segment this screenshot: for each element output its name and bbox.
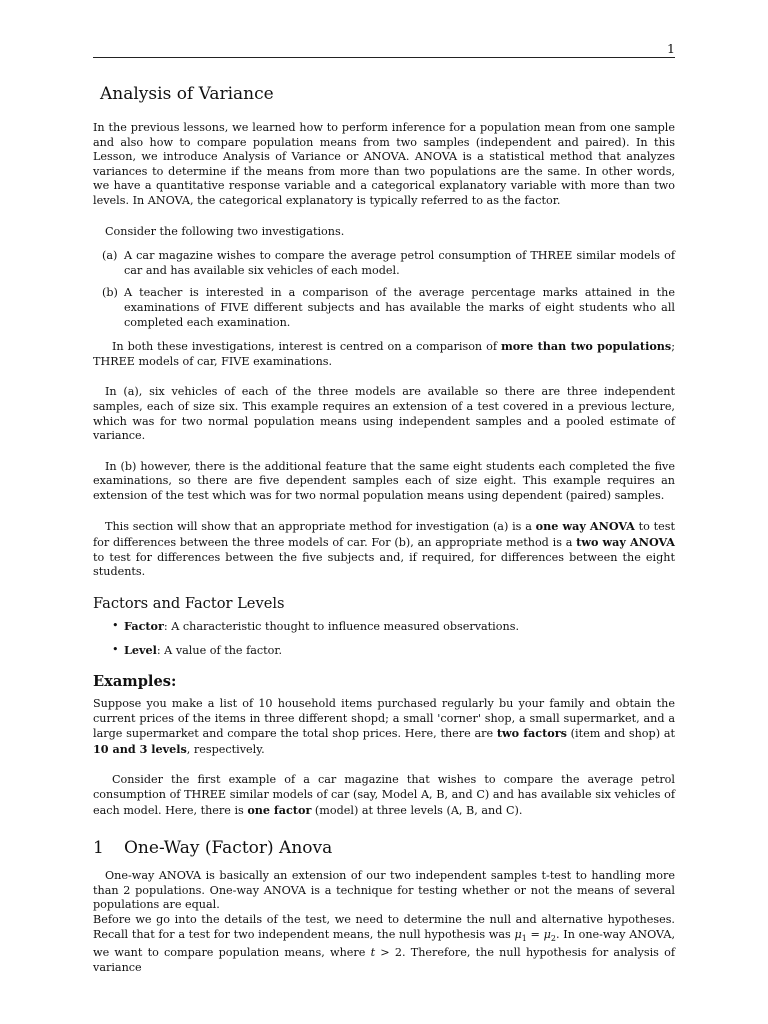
consider-paragraph: Consider the following two investigations.	[105, 224, 345, 238]
section-bold-1: one way ANOVA	[535, 519, 635, 534]
section-1-title: One-Way (Factor) Anova	[124, 838, 333, 859]
factors-heading: Factors and Factor Levels	[93, 594, 285, 612]
header-rule	[93, 57, 675, 58]
investigation-b-label: (b)	[102, 286, 118, 300]
page-number: 1	[667, 41, 675, 56]
investigation-a-text: A car magazine wishes to compare the average petrol consumption of THREE similar models of car and has available six vehicles of each model.	[124, 249, 675, 277]
factor-item	[93, 619, 675, 635]
document-body	[93, 84, 675, 976]
section-text-1: This section will show that an appropriate method for investigation (a) is a	[105, 520, 536, 534]
section-text-3: to test for differences between the five subjects and, if required, for differences between the eight students.	[93, 550, 675, 579]
bullet-icon: •	[112, 618, 119, 632]
section-1-heading	[93, 837, 675, 859]
example1-text-1: Suppose you make a list of 10 household items purchased regularly bu your family and obtain the current prices of the items in three different shopd; a small 'corner' shop, a small supermarket, and a large supermarket and compare the total shop prices. Here, there are	[93, 697, 675, 741]
bullet-icon: •	[112, 643, 119, 657]
section-text-2: to test for differences between the three models of car. For (b), an appropriate method is a	[93, 520, 675, 550]
paragraph-b: In (b) however, there is the additional feature that the same eight students each completed the five examinations, so there are five dependent samples each of size eight. This example requires an extension of the test which was for two normal population means using dependent (paired) samples.	[93, 459, 675, 502]
example-2-paragraph	[93, 773, 675, 818]
oneway-text-3: > 2. Therefore, the null hypothesis for analysis of variance	[93, 946, 675, 974]
mu-subscript-1: 1	[521, 933, 527, 943]
both-text-2: ; THREE models of car, FIVE examinations.	[93, 340, 675, 368]
level-item	[93, 643, 675, 659]
oneway-text-1: Before we go into the details of the test, we need to determine the null and alternative hypotheses. Recall that for a test for two independent means, the null hypothesis was	[93, 912, 675, 941]
oneway-text-2: . In one-way ANOVA, we want to compare population means, where	[93, 927, 675, 960]
level-definition: : A value of the factor.	[156, 644, 283, 658]
oneway-paragraph-1: One-way ANOVA is basically an extension of our two independent samples t-test to handling more than 2 populations. One-way ANOVA is a technique for testing whether or not the means of several populations are equal.	[93, 869, 675, 912]
investigation-b	[93, 286, 675, 330]
factor-definition: : A characteristic thought to influence measured observations.	[163, 619, 519, 633]
example2-text-2: (model) at three levels (A, B, and C).	[311, 803, 523, 817]
example1-text-3: , respectively.	[186, 742, 265, 756]
t-variable: t	[370, 946, 376, 960]
example2-bold: one factor	[247, 802, 312, 817]
investigation-a	[93, 249, 675, 278]
both-paragraph	[93, 339, 675, 369]
level-term: Level	[124, 643, 157, 658]
paragraph-a: In (a), six vehicles of each of the three models are available so there are three independent samples, each of size six. This example requires an extension of a test covered in a previous lecture, which was for two normal population means using independent samples and a pooled estimate of variance.	[93, 385, 675, 443]
intro-paragraph: In the previous lessons, we learned how to perform inference for a population mean from one sample and also how to compare population means from two samples (independent and paired). In this Lesson, we introduce Analysis of Variance or ANOVA. ANOVA is a statistical method that analyzes variances to determine if the means from more than two populations are the same. In other words, we have a quantitative response variable and a categorical explanatory variable with more than two levels. In ANOVA, the categorical explanatory is typically referred to as the factor.	[93, 121, 675, 207]
mu-symbol: μ	[543, 927, 551, 941]
mu-subscript-2: 2	[550, 933, 557, 943]
investigation-b-text: A teacher is interested in a comparison of the average percentage marks attained in the examinations of FIVE different subjects and has available the marks of eight students who all completed each examination.	[124, 286, 675, 329]
examples-heading: Examples:	[93, 673, 177, 691]
investigation-a-label: (a)	[102, 249, 118, 263]
equals-sign: =	[526, 927, 544, 941]
example2-text-1: Consider the first example of a car magazine that wishes to compare the average petrol consumption of THREE similar models of car (say, Model A, B, and C) and has available six vehicles of each model. Here, there is	[93, 773, 675, 817]
factors-list	[93, 619, 675, 659]
oneway-paragraph-2	[93, 913, 675, 976]
factor-term: Factor	[124, 618, 164, 633]
section-bold-2: two way ANOVA	[576, 535, 675, 550]
both-bold: more than two populations	[500, 339, 672, 354]
example1-bold-1: two factors	[496, 726, 567, 741]
both-text-1: In both these investigations, interest is centred on a comparison of	[112, 340, 501, 354]
document-title: Analysis of Variance	[100, 84, 274, 104]
mu-symbol: μ	[514, 927, 522, 941]
example1-text-2: (item and shop) at	[566, 727, 675, 741]
section-1-number: 1	[93, 838, 104, 859]
example-1-paragraph	[93, 697, 675, 757]
example1-bold-2: 10 and 3 levels	[93, 741, 187, 756]
section-paragraph	[93, 519, 675, 579]
